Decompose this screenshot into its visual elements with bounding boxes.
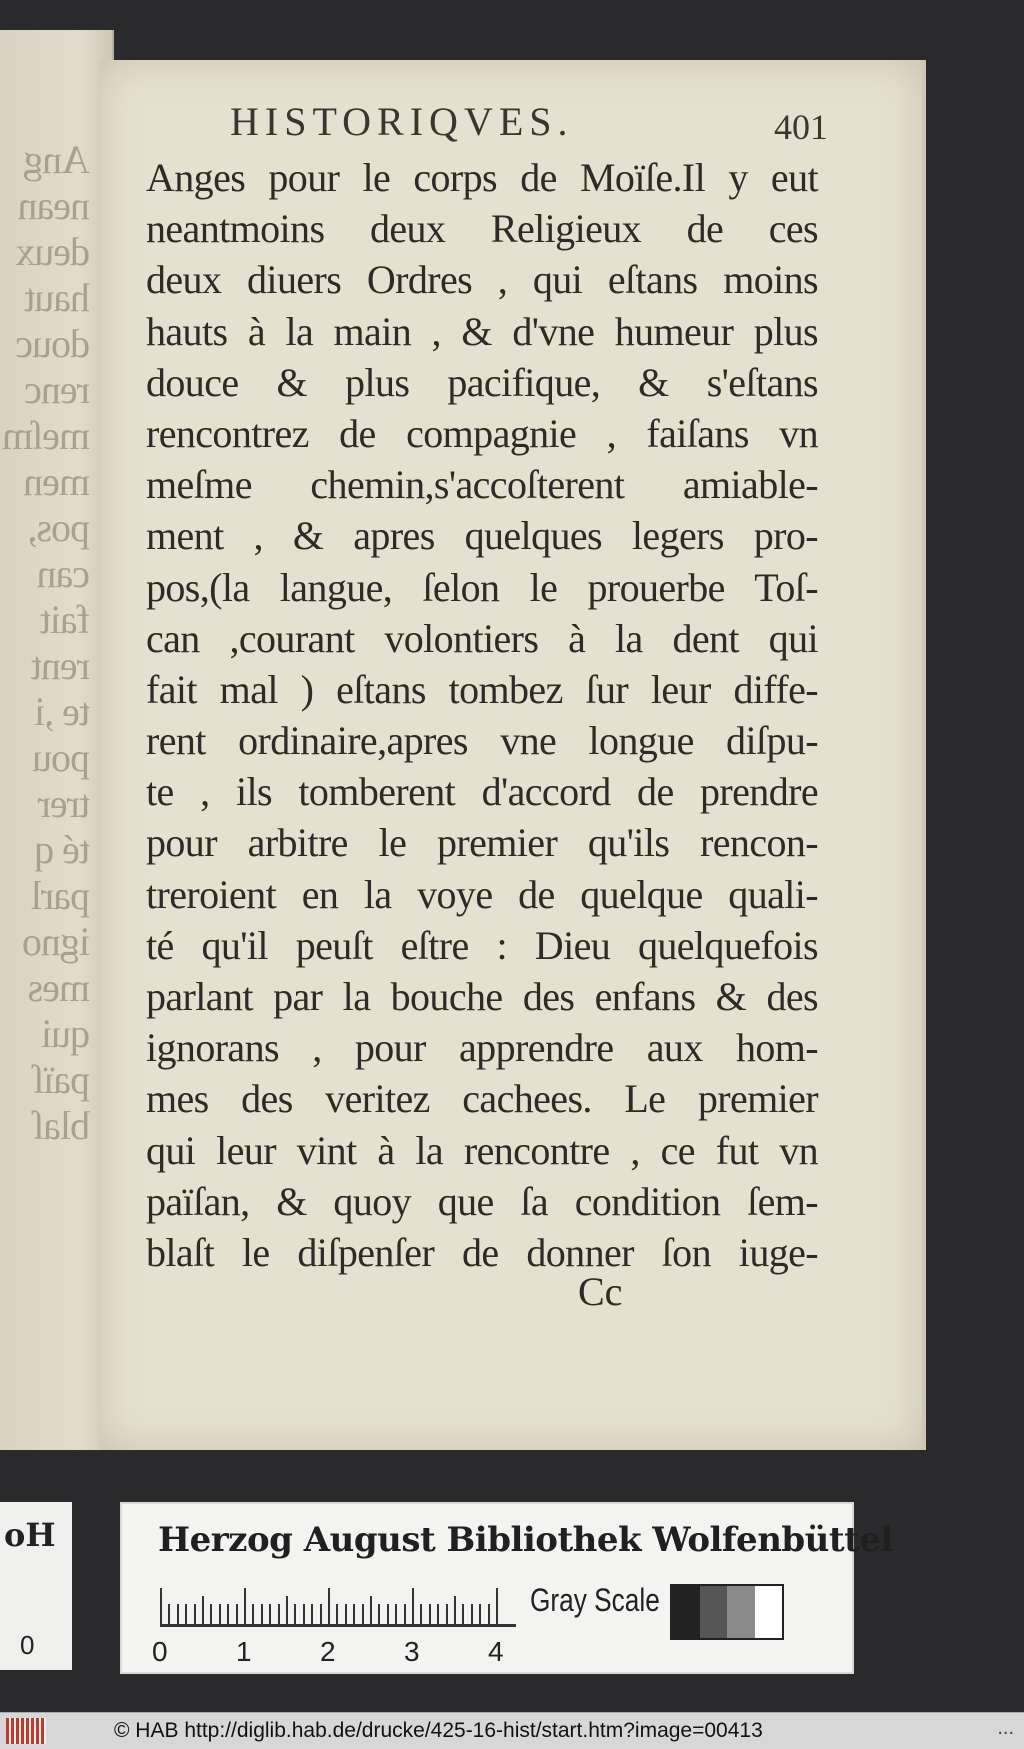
body-text (146, 152, 818, 1278)
ruler-tick (177, 1604, 179, 1624)
previous-page-fragment: trer (38, 781, 90, 826)
ruler-tick (269, 1604, 271, 1624)
text-line: meſme chemin,s'accoſterent amiable- (146, 462, 818, 508)
text-line: hauts à la main , & d'vne humeur plus (146, 308, 818, 354)
text-line: fait mal ) eſtans tombez ſur leur diffe- (146, 666, 818, 712)
previous-page-fragment: rent (31, 643, 90, 688)
left-card-zero: 0 (20, 1630, 35, 1660)
gray-swatch (755, 1586, 783, 1638)
measurement-ruler (152, 1578, 520, 1668)
ruler-tick (412, 1588, 414, 1624)
ruler-tick (261, 1604, 263, 1624)
ruler-tick (446, 1604, 448, 1624)
ruler-tick (345, 1604, 347, 1624)
text-line: rent ordinaire,apres vne longue diſpu- (146, 718, 818, 764)
ruler-tick (244, 1588, 246, 1624)
previous-page-fragment: can (37, 551, 90, 596)
ruler-tick (471, 1604, 473, 1624)
page-number: 401 (774, 107, 828, 147)
ruler-tick (202, 1596, 204, 1624)
previous-page-fragment: fait (40, 597, 90, 642)
footer-bar (0, 1712, 1024, 1749)
previous-page-fragment: te ,i (35, 689, 90, 734)
text-line: neantmoins deux Religieux de ces (146, 206, 818, 252)
text-line: mes des veritez cachees. Le premier (146, 1076, 818, 1122)
ruler-tick (395, 1604, 397, 1624)
ruler-number: 4 (488, 1636, 504, 1667)
ruler-tick (303, 1604, 305, 1624)
text-line: douce & plus pacifique, & s'eſtans (146, 359, 818, 405)
previous-page-edge (0, 30, 114, 1450)
ruler-tick (488, 1604, 490, 1624)
previous-page-fragment: igno (22, 919, 90, 964)
text-line: rencontrez de compagnie , faiſans vn (146, 410, 818, 456)
ruler-tick (353, 1604, 355, 1624)
page-header (230, 98, 828, 158)
ruler-tick (462, 1604, 464, 1624)
ruler-tick (294, 1604, 296, 1624)
previous-page-fragment: renc (25, 367, 90, 412)
ruler-tick (286, 1596, 288, 1624)
ruler-tick (429, 1604, 431, 1624)
ruler-tick (336, 1604, 338, 1624)
text-line: té qu'il peuſt eſtre : Dieu quelquefois (146, 922, 818, 968)
text-line: païſan, & quoy que ſa condition ſem- (146, 1178, 818, 1224)
text-line: blaſt le diſpenſer de donner ſon iuge- (146, 1229, 818, 1275)
ruler-tick (160, 1588, 162, 1624)
ruler-tick (236, 1604, 238, 1624)
ruler-tick (252, 1604, 254, 1624)
text-line: ment , & apres quelques legers pro- (146, 513, 818, 559)
ruler-number: 0 (152, 1636, 168, 1667)
ruler-tick (311, 1604, 313, 1624)
ruler-tick (437, 1604, 439, 1624)
ruler-tick (378, 1604, 380, 1624)
text-line: Anges pour le corps de Moïſe.Il y eut (146, 155, 818, 200)
gray-swatch (672, 1586, 700, 1638)
previous-page-fragment: men (24, 459, 90, 504)
previous-page-fragment: parl (31, 873, 90, 918)
gray-swatch (700, 1586, 728, 1638)
previous-page-fragment: blaſ (34, 1103, 90, 1148)
previous-page-fragment: mes (28, 965, 90, 1010)
ruler-number: 3 (404, 1636, 420, 1667)
previous-page-fragment: meſm (2, 413, 90, 458)
text-line: ignorans , pour apprendre aux hom- (146, 1025, 818, 1071)
previous-page-fragment: té q (35, 827, 90, 872)
ruler-tick (420, 1604, 422, 1624)
ruler-tick (362, 1604, 364, 1624)
text-line: parlant par la bouche des enfans & des (146, 974, 818, 1019)
previous-page-fragment: pou (33, 735, 90, 780)
text-line: treroient en la voye de quelque quali- (146, 871, 818, 917)
text-line: deux diuers Ordres , qui eſtans moins (146, 257, 818, 303)
previous-page-fragment: haut (25, 275, 90, 320)
text-line: pos,(la langue, ſelon le prouerbe Toſ- (146, 564, 818, 610)
more-options-icon[interactable]: ... (997, 1717, 1014, 1739)
calibration-card (120, 1502, 893, 1674)
previous-page-fragment: nean (18, 183, 90, 228)
ruler-tick (219, 1604, 221, 1624)
catchword: Cc (578, 1269, 623, 1314)
hab-logo-icon (6, 1718, 46, 1744)
previous-page-fragment: qui (41, 1011, 90, 1056)
book-page (100, 60, 926, 1450)
ruler-tick (454, 1596, 456, 1624)
library-name: Herzog August Bibliothek Wolfenbüttel (158, 1520, 893, 1560)
ruler-tick (320, 1604, 322, 1624)
ruler-tick (328, 1588, 330, 1624)
text-line: qui leur vint à la rencontre , ce fut vn (146, 1127, 818, 1173)
ruler-tick (278, 1604, 280, 1624)
gray-swatch (727, 1586, 755, 1638)
ruler-tick (210, 1604, 212, 1624)
ruler-tick (496, 1588, 498, 1624)
ruler-baseline (160, 1624, 516, 1627)
ruler-tick (404, 1604, 406, 1624)
ruler-tick (227, 1604, 229, 1624)
previous-page-fragment: deux (16, 229, 90, 274)
text-line: can ,courant volontiers à la dent qui (146, 615, 818, 661)
ruler-tick (370, 1596, 372, 1624)
ruler-number: 1 (236, 1636, 252, 1667)
left-card-text: oH (4, 1516, 56, 1554)
text-line: pour arbitre le premier qu'ils rencon- (146, 820, 818, 866)
previous-page-fragment: Ang (24, 137, 90, 182)
left-calibration-remnant (0, 1502, 72, 1670)
running-title: HISTORIQVES. (230, 99, 574, 144)
ruler-tick (387, 1604, 389, 1624)
ruler-tick (185, 1604, 187, 1624)
gray-scale-swatches (670, 1584, 784, 1640)
footer-url[interactable]: © HAB http://diglib.hab.de/drucke/425-16-hist/start.htm?image=00413 (114, 1719, 763, 1742)
ruler-tick (168, 1604, 170, 1624)
previous-page-fragment: douc (16, 321, 90, 366)
previous-page-fragment: pos, (28, 505, 90, 550)
previous-page-fragment: païſ (34, 1057, 90, 1102)
ruler-tick (479, 1604, 481, 1624)
text-line: te , ils tomberent d'accord de prendre (146, 769, 818, 815)
gray-scale-label: Gray Scale (530, 1582, 660, 1618)
ruler-number: 2 (320, 1636, 336, 1667)
ruler-tick (194, 1604, 196, 1624)
